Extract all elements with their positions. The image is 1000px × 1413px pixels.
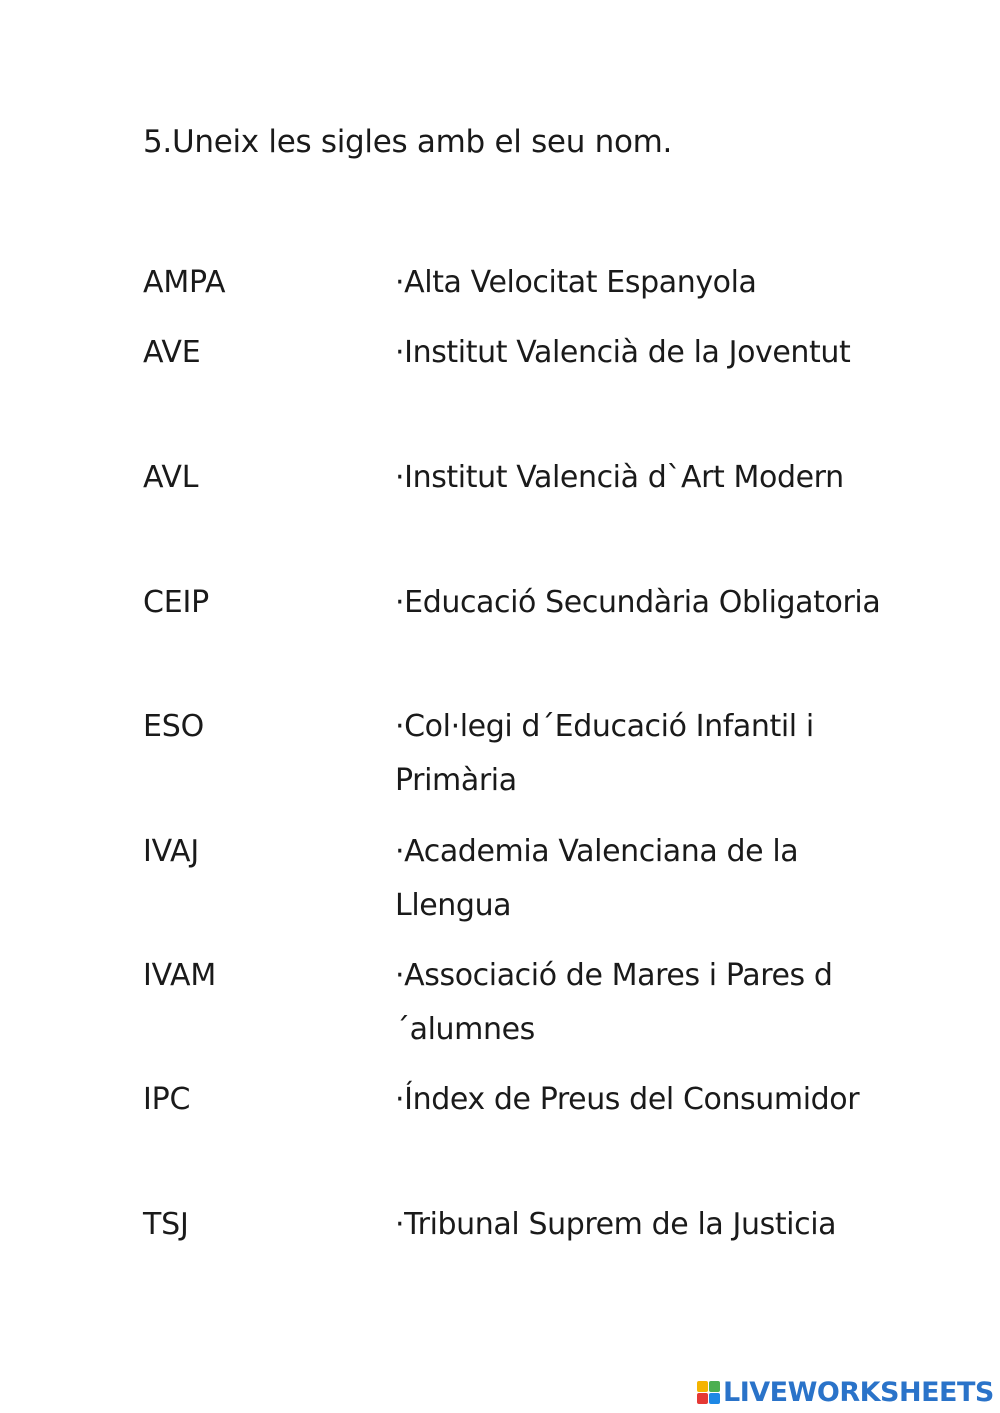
logo-square-icon: [697, 1393, 708, 1404]
full-name-label: ·Alta Velocitat Espanyola: [395, 265, 757, 300]
instruction-text: 5.Uneix les sigles amb el seu nom.: [143, 124, 673, 160]
acronym-label: AMPA: [143, 265, 226, 300]
brand-name: LIVEWORKSHEETS: [723, 1377, 994, 1408]
full-name-label: ·Educació Secundària Obligatoria: [395, 585, 881, 620]
acronym-label: AVL: [143, 460, 199, 495]
acronym-label: ESO: [143, 709, 205, 744]
full-name-label: ·Associació de Mares i Pares d´alumnes: [395, 958, 833, 1047]
logo-square-icon: [709, 1393, 720, 1404]
logo-square-icon: [709, 1381, 720, 1392]
full-name-label: ·Academia Valenciana de la Llengua: [395, 834, 799, 923]
logo-square-icon: [697, 1381, 708, 1392]
full-name-label: ·Col·legi d´Educació Infantil i Primària: [395, 709, 814, 798]
acronym-label: CEIP: [143, 585, 210, 620]
full-name-label: ·Institut Valencià de la Joventut: [395, 335, 851, 370]
liveworksheets-logo-icon: [697, 1381, 721, 1405]
acronym-label: IPC: [143, 1082, 191, 1117]
acronym-label: TSJ: [143, 1207, 189, 1242]
acronym-label: AVE: [143, 335, 201, 370]
acronym-label: IVAM: [143, 958, 217, 993]
liveworksheets-logo[interactable]: [697, 1378, 994, 1408]
acronym-label: IVAJ: [143, 834, 200, 869]
full-name-label: ·Institut Valencià d`Art Modern: [395, 460, 844, 495]
full-name-label: ·Índex de Preus del Consumidor: [395, 1082, 860, 1117]
full-name-label: ·Tribunal Suprem de la Justicia: [395, 1207, 837, 1242]
